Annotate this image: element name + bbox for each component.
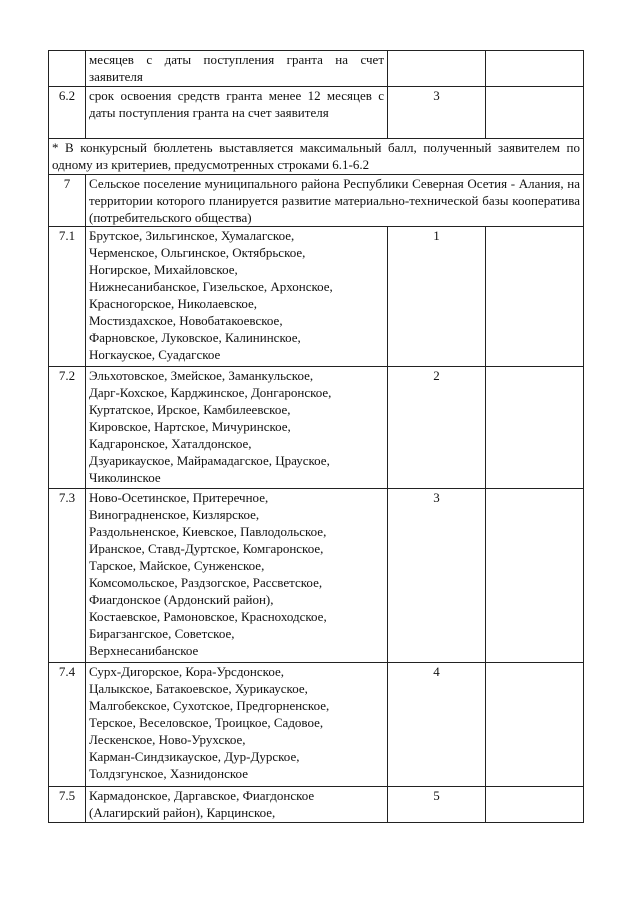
settlement-list: [86, 787, 388, 823]
settlement-line: Дзуарикауское, Майрамадагское, Црауское,: [89, 453, 330, 468]
row-number: [49, 51, 86, 87]
score-cell: 3: [388, 489, 486, 663]
settlement-line: Кармадонское, Даргавское, Фиагдонское: [89, 788, 315, 803]
settlement-line: Брутское, Зильгинское, Хумалагское,: [89, 228, 295, 243]
row-number: 7.4: [49, 663, 86, 787]
row-number: 7.2: [49, 367, 86, 489]
settlement-line: Бирагзангское, Советское,: [89, 626, 235, 641]
criterion-heading: Сельское поселение муниципального района Республики Северная Осетия - Алания, на территории которого планируется развитие материально-технической базы кооператива (потребительского общества): [86, 175, 584, 227]
settlement-line: Комсомольское, Раздзогское, Рассветское,: [89, 575, 323, 590]
settlement-line: Эльхотовское, Змейское, Заманкульское,: [89, 368, 314, 383]
settlement-line: Чиколинское: [89, 470, 161, 485]
criterion-text: срок освоения средств гранта менее 12 месяцев с даты поступления гранта на счет заявителя: [86, 87, 388, 139]
table-row: [49, 175, 584, 227]
settlement-line: Дарг-Кохское, Карджинское, Донгаронское,: [89, 385, 332, 400]
row-number: 6.2: [49, 87, 86, 139]
settlement-line: Тарское, Майское, Сунженское,: [89, 558, 265, 573]
settlement-line: Малгобекское, Сухотское, Предгорненское,: [89, 698, 330, 713]
empty-cell: [486, 663, 584, 787]
footnote-text: * В конкурсный бюллетень выставляется максимальный балл, полученный заявителем по одному из критериев, предусмотренных строками 6.1-6.2: [49, 139, 584, 175]
settlement-line: Красногорское, Николаевское,: [89, 296, 258, 311]
settlement-line: Цалыкское, Батакоевское, Хурикауское,: [89, 681, 308, 696]
empty-cell: [486, 367, 584, 489]
table-row: [49, 663, 584, 787]
empty-cell: [486, 787, 584, 823]
row-number: 7: [49, 175, 86, 227]
settlement-line: (Алагирский район), Карцинское,: [89, 805, 276, 820]
score-cell: 1: [388, 227, 486, 367]
table-row: [49, 139, 584, 175]
settlement-line: Иранское, Ставд-Дуртское, Комгаронское,: [89, 541, 324, 556]
settlement-line: Кадгаронское, Хаталдонское,: [89, 436, 252, 451]
table-row: [49, 51, 584, 87]
criteria-table: [48, 50, 584, 823]
row-number: 7.5: [49, 787, 86, 823]
table-row: [49, 87, 584, 139]
settlement-line: Ногирское, Михайловское,: [89, 262, 238, 277]
table-row: [49, 787, 584, 823]
settlement-list: [86, 489, 388, 663]
settlement-line: Виноградненское, Кизлярское,: [89, 507, 260, 522]
settlement-line: Сурх-Дигорское, Кора-Урсдонское,: [89, 664, 284, 679]
settlement-line: Куртатское, Ирское, Камбилеевское,: [89, 402, 291, 417]
score-cell: [388, 51, 486, 87]
table-row: [49, 227, 584, 367]
settlement-line: Кировское, Нартское, Мичуринское,: [89, 419, 291, 434]
empty-cell: [486, 489, 584, 663]
settlement-line: Толдзгунское, Хазнидонское: [89, 766, 248, 781]
settlement-list: [86, 663, 388, 787]
table-row: [49, 367, 584, 489]
settlement-line: Костаевское, Рамоновское, Красноходское,: [89, 609, 327, 624]
empty-cell: [486, 227, 584, 367]
row-number: 7.1: [49, 227, 86, 367]
empty-cell: [486, 51, 584, 87]
criterion-text: месяцев с даты поступления гранта на счет заявителя: [86, 51, 388, 87]
settlement-line: Мостиздахское, Новобатакоевское,: [89, 313, 283, 328]
score-cell: 4: [388, 663, 486, 787]
score-cell: 3: [388, 87, 486, 139]
settlement-line: Черменское, Ольгинское, Октябрьское,: [89, 245, 306, 260]
row-number: 7.3: [49, 489, 86, 663]
settlement-line: Ново-Осетинское, Притеречное,: [89, 490, 269, 505]
table-row: [49, 489, 584, 663]
settlement-list: [86, 227, 388, 367]
settlement-line: Нижнесанибанское, Гизельское, Архонское,: [89, 279, 333, 294]
settlement-line: Карман-Синдзикауское, Дур-Дурское,: [89, 749, 300, 764]
empty-cell: [486, 87, 584, 139]
settlement-line: Фиагдонское (Ардонский район),: [89, 592, 274, 607]
settlement-line: Ногкауское, Суадагское: [89, 347, 221, 362]
settlement-line: Терское, Веселовское, Троицкое, Садовое,: [89, 715, 324, 730]
settlement-line: Фарновское, Луковское, Калининское,: [89, 330, 301, 345]
score-cell: 5: [388, 787, 486, 823]
settlement-line: Верхнесанибанское: [89, 643, 199, 658]
settlement-line: Лескенское, Ново-Урухское,: [89, 732, 246, 747]
settlement-line: Раздольненское, Киевское, Павлодольское,: [89, 524, 327, 539]
score-cell: 2: [388, 367, 486, 489]
settlement-list: [86, 367, 388, 489]
